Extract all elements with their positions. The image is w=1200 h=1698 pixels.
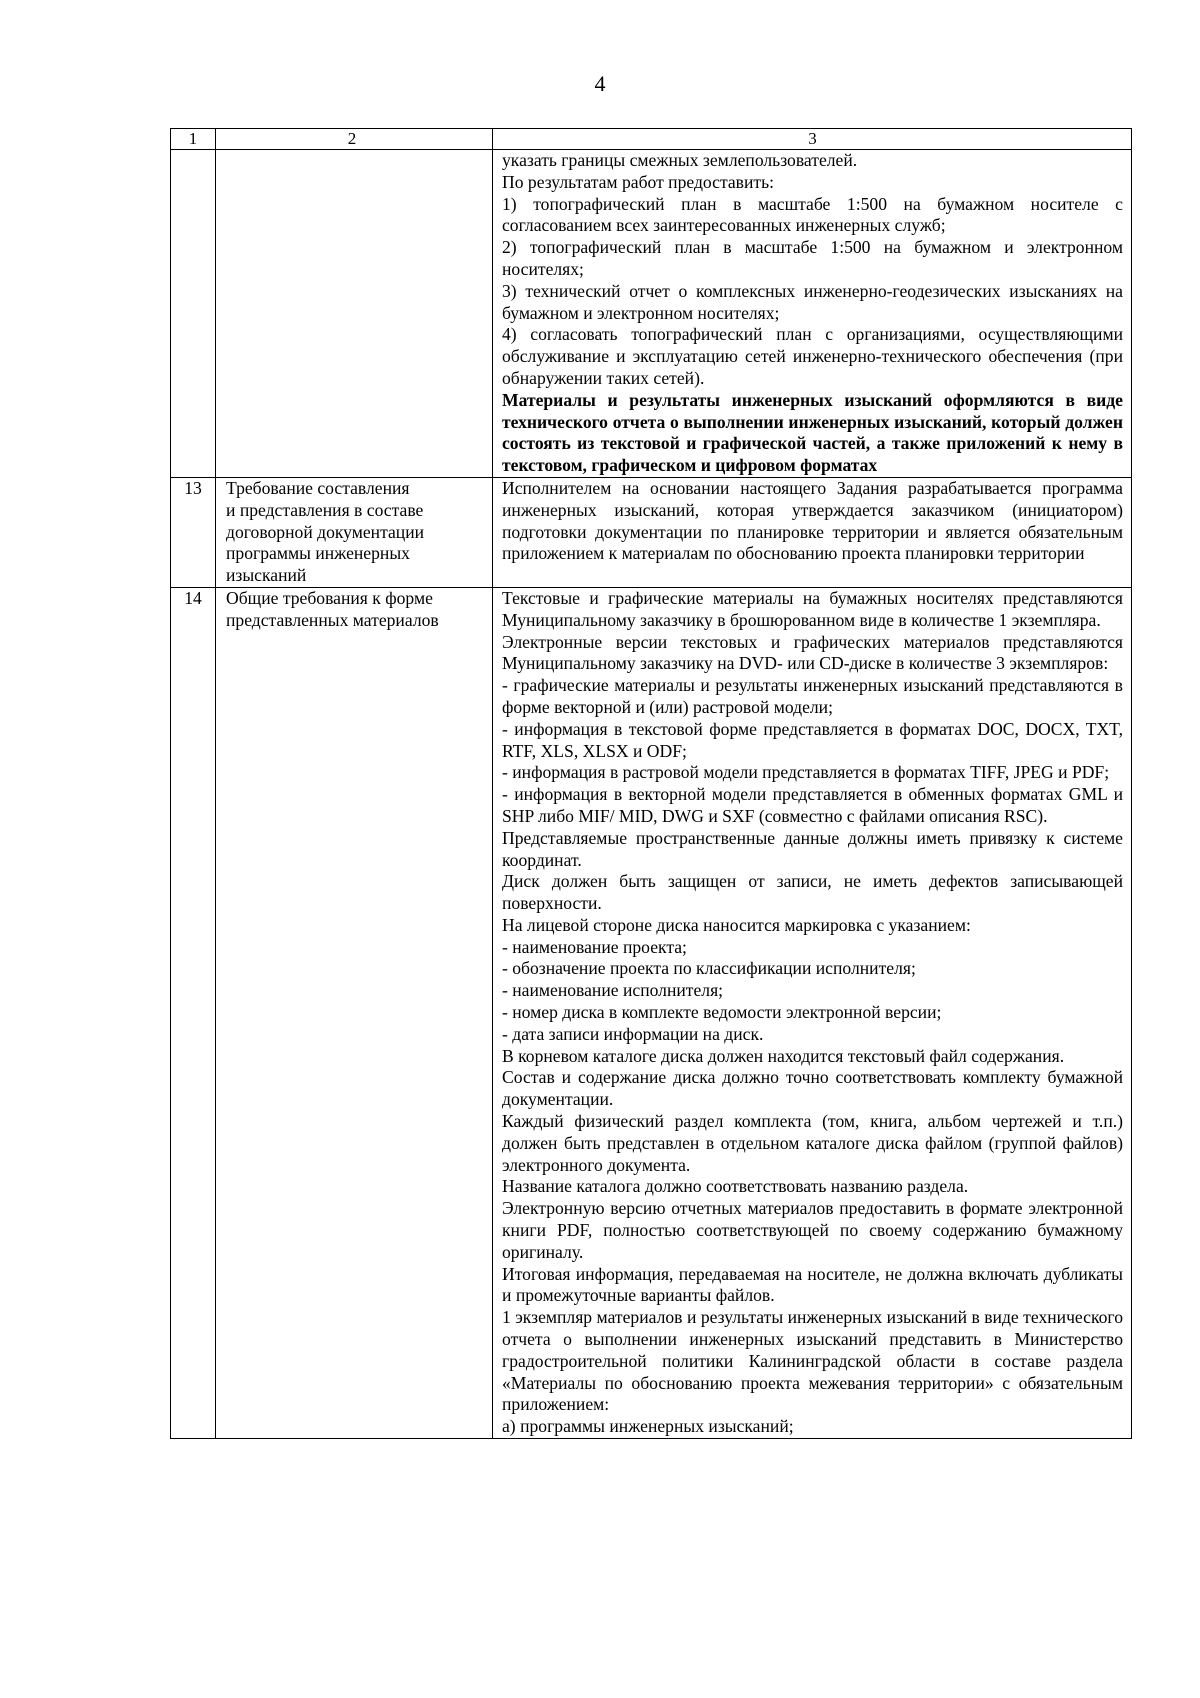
- paragraph: - информация в текстовой форме представляется в форматах DOC, DOCX, TXT, RTF, XLS, XLSX и ODF;: [502, 718, 1123, 761]
- paragraph: указать границы смежных землепользователей.: [502, 150, 858, 170]
- paragraph: На лицевой стороне диска наносится маркировка с указанием:: [502, 914, 971, 935]
- paragraph: 2) топографический план в масштабе 1:500 на бумажном и электронном носителях;: [502, 237, 1123, 279]
- row-number-cell: 13: [171, 477, 216, 587]
- header-col-3: 3: [493, 129, 1132, 150]
- paragraph: 3) технический отчет о комплексных инженерно-геодезических изысканиях на бумажном и электронном носителях;: [502, 280, 1123, 323]
- paragraph: Исполнителем на основании настоящего Задания разрабатывается программа инженерных изысканий, которая утверждается заказчиком (инициатором) подготовки документации по планировке территории и является обязательным приложением к материалам по обоснованию проекта планировки территории: [502, 477, 1123, 564]
- page-number: 4: [594, 71, 606, 96]
- row-title-line: изысканий: [226, 565, 307, 586]
- paragraph: Диск должен быть защищен от записи, не иметь дефектов записывающей поверхности.: [502, 871, 1123, 914]
- paragraph: - наименование проекта;: [502, 936, 687, 957]
- table-row-continuation: [171, 150, 1132, 478]
- row-content-cell: [493, 150, 1132, 478]
- row-title-line: программы инженерных: [226, 543, 410, 564]
- paragraph: 1 экземпляр материалов и результаты инженерных изысканий в виде технического отчета о выполнении инженерных изысканий представить в Министерство градостроительной политики Калининградской области в составе раздела «Материалы по обоснованию проекта межевания территории» с обязательным приложением:: [502, 1307, 1123, 1415]
- row-title-line: договорной документации: [226, 521, 425, 542]
- paragraph: - номер диска в комплекте ведомости электронной версии;: [502, 1002, 942, 1023]
- paragraph: 4) согласовать топографический план с организациями, осуществляющими обслуживание и эксплуатацию сетей инженерно-технического обеспечения (при обнаружении таких сетей).: [502, 324, 1123, 388]
- table-row-14: [171, 587, 1132, 1438]
- paragraph: По результатам работ предоставить:: [502, 171, 774, 192]
- paragraph: Название каталога должно соответствовать названию раздела.: [502, 1176, 969, 1197]
- row-title-cell: [216, 477, 493, 587]
- row-title-cell: [216, 587, 493, 1438]
- paragraph: Каждый физический раздел комплекта (том, книга, альбом чертежей и т.п.) должен быть представлен в отдельном каталоге диска файлом (группой файлов) электронного документа.: [502, 1111, 1123, 1175]
- paragraph: - графические материалы и результаты инженерных изысканий представляются в форме векторной и (или) растровой модели;: [502, 675, 1123, 717]
- paragraph: Текстовые и графические материалы на бумажных носителях представляются Муниципальному заказчику в брошюрованном виде в количестве 1 экземпляра.: [502, 587, 1123, 630]
- requirements-table: [170, 128, 1132, 1439]
- table-row-13: [171, 477, 1132, 587]
- paragraph: а) программы инженерных изысканий;: [502, 1416, 794, 1437]
- row-number-cell: 14: [171, 587, 216, 1438]
- paragraph: Электронные версии текстовых и графических материалов представляются Муниципальному заказчику на DVD- или CD-диске в количестве 3 экземпляров:: [502, 631, 1123, 674]
- paragraph: - информация в растровой модели представляется в форматах TIFF, JPEG и PDF;: [502, 762, 1110, 783]
- row-title-line: Общие требования к форме: [226, 587, 433, 608]
- paragraph: - обозначение проекта по классификации исполнителя;: [502, 958, 916, 979]
- row-title-line: представленных материалов: [226, 609, 439, 630]
- paragraph: - информация в векторной модели представляется в обменных форматах GML и SHP либо MIF/ MID, DWG и SXF (совместно с файлами описания RSC).: [502, 784, 1123, 826]
- row-title-line: и представления в составе: [226, 499, 424, 520]
- header-col-1: 1: [171, 129, 216, 150]
- paragraph: Представляемые пространственные данные должны иметь привязку к системе координат.: [502, 827, 1123, 870]
- paragraph: 1) топографический план в масштабе 1:500 на бумажном носителе с согласованием всех заинтересованных инженерных служб;: [502, 193, 1123, 236]
- row-number-cell: [171, 150, 216, 478]
- paragraph: Материалы и результаты инженерных изысканий оформляются в виде технического отчета о выполнении инженерных изысканий, который должен состоять из текстовой и графической частей, а также приложений к нему в текстовом, графическом и цифровом форматах: [502, 389, 1123, 476]
- paragraph: - дата записи информации на диск.: [502, 1023, 764, 1044]
- paragraph: Итоговая информация, передаваемая на носителе, не должна включать дубликаты и промежуточные варианты файлов.: [502, 1263, 1123, 1306]
- row-content-cell: [493, 477, 1132, 587]
- row-content-cell: [493, 587, 1132, 1438]
- row-title-cell: [216, 150, 493, 478]
- header-col-2: 2: [216, 129, 493, 150]
- paragraph: - наименование исполнителя;: [502, 980, 724, 1001]
- row-title-line: Требование составления: [226, 477, 410, 498]
- paragraph: Состав и содержание диска должно точно соответствовать комплекту бумажной документации.: [502, 1067, 1123, 1110]
- paragraph: Электронную версию отчетных материалов предоставить в формате электронной книги PDF, полностью соответствующей по своему содержанию бумажному оригиналу.: [502, 1198, 1123, 1262]
- table-header-row: [171, 129, 1132, 150]
- paragraph: В корневом каталоге диска должен находится текстовый файл содержания.: [502, 1045, 1065, 1066]
